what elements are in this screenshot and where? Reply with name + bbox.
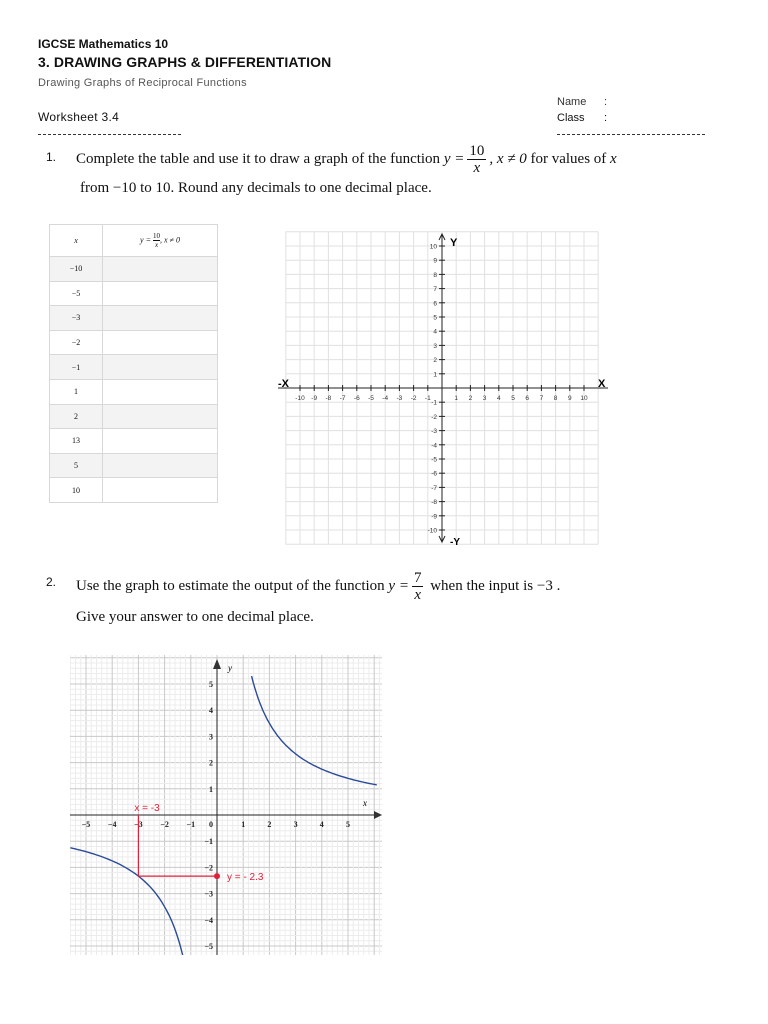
y-tick-label: 6	[433, 300, 437, 308]
q1-var-x: x	[610, 150, 617, 167]
q1-frac-den: x	[473, 160, 481, 176]
y-tick-label: 10	[429, 243, 437, 251]
y-tick-label: -2	[431, 413, 437, 421]
table-cell-y[interactable]	[103, 453, 218, 478]
y-tick-label: −1	[204, 837, 213, 847]
table-cell-y[interactable]	[103, 281, 218, 306]
x-axis-label: x	[363, 798, 367, 808]
table-row	[50, 429, 218, 454]
table-row	[50, 355, 218, 380]
x-tick-label: -9	[311, 395, 318, 402]
x-tick-label: 10	[580, 395, 588, 402]
table-cell-x: −3	[50, 306, 103, 331]
x-tick-label: 2	[468, 395, 473, 402]
x-axis-arrow	[374, 811, 382, 819]
divider-left	[38, 134, 181, 135]
y-tick-label: 1	[433, 371, 437, 379]
table-cell-y[interactable]	[103, 355, 218, 380]
q1-frac-num: 10	[469, 143, 485, 159]
y-tick-label: 4	[209, 706, 213, 716]
table-row	[50, 404, 218, 429]
question-1-line-1	[76, 143, 617, 176]
y-tick-label: 5	[209, 680, 213, 689]
reciprocal-graph	[70, 655, 382, 955]
class-colon: :	[604, 112, 608, 124]
table-cell-y[interactable]	[103, 306, 218, 331]
y-tick-label: 2	[433, 357, 437, 365]
neg-x-axis-label: -X	[278, 378, 289, 390]
y-tick-label: -8	[431, 499, 437, 507]
table-row	[50, 306, 218, 331]
worksheet-label: Worksheet 3.4	[38, 110, 120, 124]
table-header-fraction	[153, 232, 160, 249]
table-cell-x: −5	[50, 281, 103, 306]
table-cell-y[interactable]	[103, 379, 218, 404]
table-row	[50, 478, 218, 503]
x-tick-label: -4	[382, 395, 389, 402]
x-tick-label: 6	[525, 395, 530, 402]
question-2-line-2: Give your answer to one decimal place.	[76, 609, 314, 625]
table-cell-y[interactable]	[103, 478, 218, 503]
y-tick-label: -10	[427, 527, 437, 535]
table-header-y-cond: , x ≠ 0	[160, 235, 180, 245]
x-tick-label: −5	[81, 820, 91, 829]
x-tick-label: −2	[160, 820, 169, 829]
table-row	[50, 379, 218, 404]
q2-frac-num: 7	[413, 570, 422, 586]
class-label: Class	[557, 112, 585, 124]
table-row	[50, 281, 218, 306]
table-cell-y[interactable]	[103, 257, 218, 282]
x-tick-label: 2	[267, 820, 272, 829]
x-tick-label: −3	[134, 820, 143, 829]
y-tick-label: −5	[204, 942, 213, 951]
annotation-x-value: x = -3	[134, 803, 160, 814]
y-tick-label: 1	[209, 784, 213, 794]
table-header-row	[50, 225, 218, 257]
table-cell-x: 13	[50, 429, 103, 454]
x-tick-label: 3	[293, 820, 298, 829]
table-header-y-pre: y =	[140, 235, 151, 245]
name-colon: :	[604, 96, 608, 108]
y-tick-label: -1	[431, 399, 437, 407]
y-tick-label: -6	[431, 470, 437, 478]
y-tick-label: -3	[431, 428, 437, 436]
x-tick-label: −1	[186, 820, 196, 829]
table-row	[50, 257, 218, 282]
y-tick-label: −2	[204, 863, 213, 873]
x-tick-label: -3	[396, 395, 403, 402]
y-tick-label: −3	[204, 889, 213, 899]
y-tick-label: -7	[431, 484, 437, 492]
curve-negative-branch	[70, 848, 183, 955]
q1-fn-y: y =	[443, 150, 465, 167]
q2-text-post: when the input is −3 .	[426, 577, 561, 594]
question-2-line-1	[76, 570, 560, 603]
y-tick-label: -9	[431, 513, 437, 521]
q1-condition: , x ≠ 0	[489, 150, 527, 167]
x-tick-label: -5	[368, 395, 374, 402]
q1-text-pre: Complete the table and use it to draw a graph of the function	[76, 150, 444, 167]
y-tick-label: 2	[209, 758, 213, 768]
grid-lines	[70, 655, 382, 955]
table-row	[50, 330, 218, 355]
name-label: Name	[557, 96, 587, 108]
x-tick-label: -6	[353, 395, 360, 402]
table-cell-y[interactable]	[103, 330, 218, 355]
question-1-line-2: from −10 to 10. Round any decimals to one decimal place.	[80, 180, 432, 196]
q2-fraction	[412, 570, 424, 603]
question-2-number: 2.	[46, 575, 57, 589]
y-axis-label: y	[228, 663, 232, 673]
graph-axes	[70, 659, 382, 955]
table-cell-y[interactable]	[103, 429, 218, 454]
x-tick-label: 1	[454, 395, 459, 402]
x-tick-label: -8	[325, 395, 332, 402]
annotation-y-value: y = - 2.3	[227, 872, 264, 884]
q2-fn-y: y =	[388, 577, 409, 594]
x-tick-label: 1	[241, 820, 246, 829]
x-tick-label: 8	[553, 395, 558, 402]
divider-right	[557, 134, 705, 135]
values-table	[49, 224, 218, 503]
x-tick-label: −4	[107, 820, 117, 829]
x-tick-label: 5	[511, 395, 515, 402]
x-tick-label: -2	[410, 395, 417, 402]
x-tick-label: 0	[209, 820, 213, 829]
table-cell-y[interactable]	[103, 404, 218, 429]
x-tick-label: -10	[295, 395, 305, 402]
blank-graph-grid[interactable]	[270, 228, 615, 548]
question-1-number: 1.	[46, 150, 57, 164]
table-header-frac-den: x	[154, 241, 159, 249]
x-tick-label: -1	[424, 395, 431, 402]
q1-text-post: for values of	[526, 150, 611, 167]
table-header-y	[103, 225, 218, 257]
estimate-point	[214, 873, 220, 879]
y-axis-label: Y	[450, 237, 458, 249]
y-tick-label: -5	[431, 456, 437, 464]
x-tick-label: 9	[567, 395, 572, 402]
y-axis-arrow	[213, 659, 221, 669]
y-tick-label: 5	[433, 314, 437, 322]
x-tick-label: 3	[482, 395, 487, 402]
x-tick-label: -7	[339, 395, 346, 402]
table-header-frac-num: 10	[153, 232, 160, 240]
table-cell-x: −2	[50, 330, 103, 355]
x-tick-label: 4	[496, 395, 501, 402]
q1-fraction	[467, 143, 486, 176]
table-cell-x: 1	[50, 379, 103, 404]
table-cell-x: −10	[50, 257, 103, 282]
table-header-x: x	[50, 225, 103, 257]
y-tick-label: 8	[433, 271, 437, 279]
y-tick-label: -4	[431, 442, 437, 450]
y-tick-label: −4	[204, 915, 213, 925]
q2-frac-den: x	[414, 587, 422, 603]
x-tick-label: 5	[346, 820, 350, 829]
x-tick-label: 4	[319, 820, 324, 829]
x-tick-label: 7	[539, 395, 544, 402]
chapter-title: 3. DRAWING GRAPHS & DIFFERENTIATION	[38, 54, 332, 70]
section-subtitle: Drawing Graphs of Reciprocal Functions	[38, 77, 247, 89]
table-row	[50, 453, 218, 478]
table-cell-x: −1	[50, 355, 103, 380]
q2-text-pre: Use the graph to estimate the output of the function	[76, 577, 389, 594]
table-cell-x: 10	[50, 478, 103, 503]
y-tick-label: 7	[433, 286, 437, 294]
table-cell-x: 5	[50, 453, 103, 478]
table-cell-x: 2	[50, 404, 103, 429]
y-tick-label: 9	[433, 257, 437, 265]
y-tick-label: 3	[433, 342, 437, 350]
x-axis-label: X	[598, 378, 606, 390]
course-title: IGCSE Mathematics 10	[38, 37, 169, 51]
neg-y-axis-label: -Y	[450, 537, 460, 548]
y-tick-label: 3	[209, 732, 213, 742]
graph-axes	[278, 234, 608, 542]
y-tick-label: 4	[433, 328, 437, 336]
